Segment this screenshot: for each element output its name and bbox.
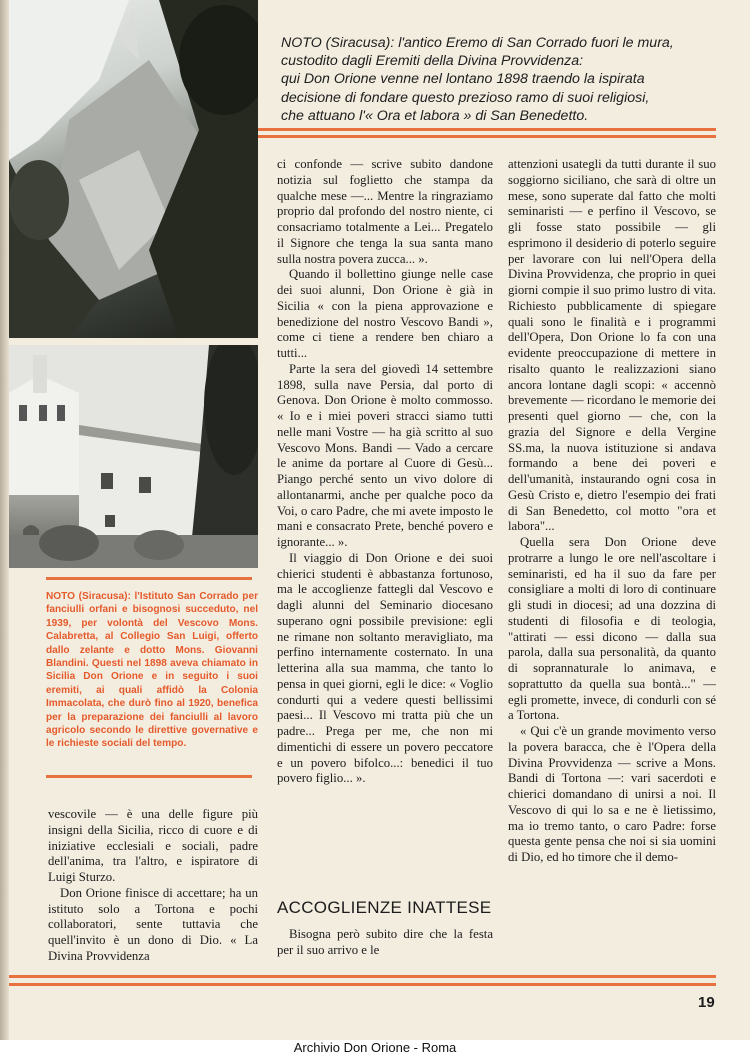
orange-rule-top bbox=[258, 128, 716, 131]
text-column-1 bbox=[48, 807, 258, 965]
caption-line: qui Don Orione venne nel lontano 1898 traendo la ispirata bbox=[281, 71, 645, 88]
institute-photo-drawing bbox=[9, 345, 258, 568]
orange-rule-caption bbox=[46, 775, 252, 778]
hermitage-photo-drawing bbox=[9, 0, 258, 338]
paragraph: ci confonde — scrive subito dandone notizia sul foglietto che stampa da qualche mese —... Mentre la ringraziamo proprio dal profondo del nostro niente, ci consacriamo totalmente a Lei... Pregatelo il Signore che tenga la sua santa mano sulla nostra povera zucca... ». bbox=[277, 157, 493, 266]
orange-rule-top bbox=[258, 135, 716, 138]
photo-caption-top bbox=[281, 34, 723, 125]
paragraph: vescovile — è una delle figure più insigni della Sicilia, ricco di cuore e di iniziative ecclesiali e sociali, padre dell'anima, tra l'altro, e ispiratore di Luigi Sturzo. bbox=[48, 807, 258, 884]
text-column-3 bbox=[508, 157, 716, 866]
orange-rule-bottom bbox=[9, 975, 716, 978]
caption-line: decisione di fondare questo prezioso ramo di suoi religiosi, bbox=[281, 89, 650, 106]
archive-footer: Archivio Don Orione - Roma bbox=[293, 1040, 457, 1055]
hermitage-photo bbox=[9, 0, 258, 338]
page-number: 19 bbox=[698, 994, 715, 1011]
institute-photo bbox=[9, 345, 258, 568]
caption-line: custodito dagli Eremiti della Divina Provvidenza: bbox=[281, 53, 584, 70]
caption-line: che attuano l'« Ora et labora » di San Benedetto. bbox=[281, 107, 589, 124]
paragraph: Bisogna però subito dire che la festa per il suo arrivo e le bbox=[277, 927, 493, 957]
text-column-2-continued bbox=[277, 927, 493, 959]
paragraph: Quella sera Don Orione deve protrarre a lungo le ore nell'ascoltare i seminaristi, ed ha il suo da fare per consigliare a molti di loro di continuare gli studi in diocesi; ad una dozzina di studenti di filosofia e di teologia, "attirati — essi dicono — dalla sua parola, dalla sua personalità, da quanto di soprannaturale lo animava, e soprattutto da quella sua bontà..." — egli promette, invece, di condurli con sé a Tortona. bbox=[508, 535, 716, 723]
paragraph: attenzioni usategli da tutti durante il suo soggiorno siciliano, che sarà di oltre un mese, sono superate dal fatto che molti seminaristi — e perfino il Vescovo, se gli fosse stato possibile — gli esprimono il desiderio di poterlo seguire per lavorare con lui nell'Opera della Divina Provvidenza, che proprio in quei giorni compie il suo primo lustro di vita. Richiesto pubblicamente di spiegare quali sono le finalità e i programmi dell'Opera, Don Orione lo fa con una evidente preoccupazione di mettere in risalto quanto le realizzazioni siano ancora lontane dagli scopi: « accennò brevemente — ricordano le memorie dei presenti quel giorno — che, con la grazia del Signore e della Vergine SS.ma, la nuova istituzione si andava formando a bene dei poveri e dell'umanità, instaurando ogni cosa in Gesù Cristo e, dietro l'esempio dei frati di San Benedetto, col motto "ora et labora"... bbox=[508, 157, 716, 534]
paragraph: Quando il bollettino giunge nelle case dei suoi alunni, Don Orione è già in Sicilia « con la piena approvazione e benedizione del nostro Vescovo Bandi », come ci tiene a rendere ben chiaro a tutti... bbox=[277, 267, 493, 360]
orange-rule-caption bbox=[46, 577, 252, 580]
paragraph: « Qui c'è un grande movimento verso la povera baracca, che è l'Opera della Divina Provvidenza — scrive a Mons. Bandi di Tortona —: vari sacerdoti e chierici domandano di unirsi a noi. Il Vescovo di qui lo sa e ne è lietissimo, ma io tremo tanto, o caro Padre: forse questa gente pensa che noi si sia uomini di Dio, ed ho timore che il demo- bbox=[508, 724, 716, 864]
photo-caption-orange: NOTO (Siracusa): l'Istituto San Corrado per fanciulli orfani e bisognosi succeduto, nel 1939, per volontà del Vescovo Mons. Calabretta, al Collegio San Luigi, offerto dallo zelante e dotto Mons. Giovanni Blandini. Questi nel 1898 aveva chiamato in Sicilia Don Orione e in seguito i suoi eremiti, ai quali affidò la Colonia Immacolata, che durò fino al 1920, benefica per la preparazione dei fanciulli al lavoro agricolo secondo le direttive governative e le richieste sociali del tempo. bbox=[46, 591, 258, 750]
paragraph: Il viaggio di Don Orione e dei suoi chierici studenti è abbastanza fortunoso, ma le accoglienze fattegli dal Vescovo e dagli alunni del Seminario diocesano superano ogni possibile previsione: egli ne rimane non soltanto meravigliato, ma perfino internamente costernato. In una letterina alla sua mamma, che tanto lo pensa in quei giorni, egli le dice: « Voglio condurti qui a vedere questi bellissimi paesi... Il Vescovo mi tratta più che un padre... Prega per me, che non mi dimentichi di essere un povero peccatore e un povero bifolco...: benedici il tuo povero figlio... ». bbox=[277, 550, 493, 786]
orange-rule-bottom bbox=[9, 983, 716, 986]
paragraph: Parte la sera del giovedì 14 settembre 1898, sulla nave Persia, dal porto di Genova. Don Orione è molto commosso. « Io e i miei poveri stracci siamo tutti nelle mani Vostre — ha già scritto al suo Vescovo Mons. Bandi — Vado a cercare le anime da portare al Cuore di Gesù... Piango perché sento un vivo dolore di allontanarmi, anche per qualche poco da Voi, o caro Padre, che mi avete imposto le mani e consacrato Prete, benché povero e ignorante... ». bbox=[277, 361, 493, 549]
binding-shadow bbox=[0, 0, 9, 1040]
paragraph: Don Orione finisce di accettare; ha un istituto solo a Tortona e pochi collaboratori, sente tuttavia che quell'invito è un dono di Dio. « La Divina Provvidenza bbox=[48, 885, 258, 963]
text-column-2 bbox=[277, 157, 493, 787]
caption-line: NOTO (Siracusa): l'antico Eremo di San Corrado fuori le mura, bbox=[281, 35, 674, 51]
section-heading: ACCOGLIENZE INATTESE bbox=[277, 898, 492, 917]
